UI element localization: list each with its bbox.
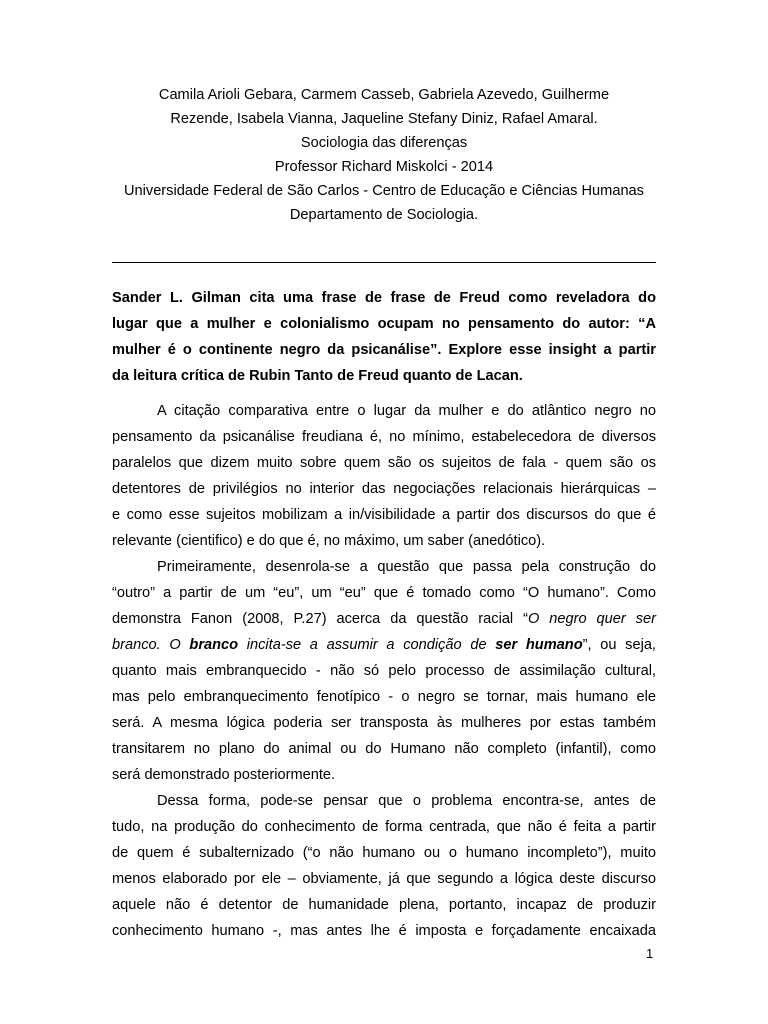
department-name: Departamento de Sociologia. — [289, 206, 479, 223]
paragraph-line: será demonstrado posteriormente. — [112, 767, 336, 783]
paragraph-line: de quem é subalternizado (“o não humano ou o humano incompleto”), muito — [112, 845, 656, 861]
document-header — [100, 84, 668, 227]
paragraph-line: A citação comparativa entre o lugar da mulher e do atlântico negro no — [157, 403, 656, 419]
paragraph-line: paralelos que dizem muito sobre quem são os sujeitos de fala - quem são os — [112, 455, 656, 471]
paragraph-line: conhecimento humano -, mas antes lhe é imposta e forçadamente encaixada — [112, 923, 656, 939]
university-name: Universidade Federal de São Carlos - Centro de Educação e Ciências Humanas — [124, 182, 644, 199]
paragraph-line: mas pelo embranquecimento fenotípico - o negro se tornar, mais humano ele — [112, 689, 656, 705]
authors-line-1: Camila Arioli Gebara, Carmem Casseb, Gabriela Azevedo, Guilherme — [158, 87, 610, 103]
question-line: Sander L. Gilman cita uma frase de frase de Freud como reveladora do — [112, 290, 656, 306]
course-name: Sociologia das diferenças — [300, 134, 468, 151]
bold-italic-word: branco — [189, 637, 239, 653]
paragraph-line: pensamento da psicanálise freudiana é, no mínimo, estabelecedora de diversos — [112, 429, 656, 445]
paragraph-line: detentores de privilégios no interior das negociações relacionais hierárquicas – — [112, 481, 656, 497]
paragraph-line: Dessa forma, pode-se pensar que o problema encontra-se, antes de — [157, 793, 656, 809]
text-run: ”, ou seja, — [582, 637, 656, 653]
page-number: 1 — [646, 946, 654, 961]
paragraph-line: e como esse sujeitos mobilizam a in/visibilidade a partir dos discursos do que é — [112, 507, 656, 523]
question-line: da leitura crítica de Rubin Tanto de Freud quanto de Lacan. — [112, 368, 523, 384]
paragraph-line: será. A mesma lógica poderia ser transposta às mulheres por estas também — [112, 715, 656, 731]
essay-body — [112, 398, 656, 944]
paragraph-line: Primeiramente, desenrola-se a questão que passa pela construção do — [157, 559, 656, 575]
bold-italic-word: ser humano — [495, 637, 583, 653]
paragraph-line: transitarem no plano do animal ou do Humano não completo (infantil), como — [112, 741, 656, 757]
text-run: demonstra Fanon (2008, P.27) acerca da questão racial “ — [112, 611, 528, 627]
italic-quote: branco. O — [112, 637, 190, 653]
professor-name: Professor Richard Miskolci - 2014 — [274, 158, 494, 175]
paragraph-line: menos elaborado por ele – obviamente, já que segundo a lógica deste discurso — [112, 871, 656, 887]
essay-question — [112, 285, 656, 389]
italic-quote: incita-se a assumir a condição de — [238, 637, 496, 653]
paragraph-line — [112, 606, 656, 632]
paragraph-line: tudo, na produção do conhecimento de forma centrada, que não é feita a partir — [112, 819, 656, 835]
paragraph-line: “outro” a partir de um “eu”, um “eu” que é tomado como “O humano”. Como — [112, 585, 656, 601]
paragraph-line — [112, 632, 656, 658]
paragraph-line: aquele não é detentor de humanidade plena, portanto, incapaz de produzir — [112, 897, 656, 913]
italic-quote: O negro quer ser — [527, 611, 656, 627]
horizontal-divider — [112, 262, 656, 263]
authors-line-2: Rezende, Isabela Vianna, Jaqueline Stefany Diniz, Rafael Amaral. — [170, 110, 598, 127]
paragraph-line: relevante (cientifico) e do que é, no máximo, um saber (anedótico). — [112, 533, 546, 549]
question-line: mulher é o continente negro da psicanálise”. Explore esse insight a partir — [112, 342, 656, 358]
question-line: lugar que a mulher e colonialismo ocupam no pensamento do autor: “A — [112, 316, 656, 332]
paragraph-line: quanto mais embranquecido - não só pelo processo de assimilação cultural, — [112, 663, 656, 679]
